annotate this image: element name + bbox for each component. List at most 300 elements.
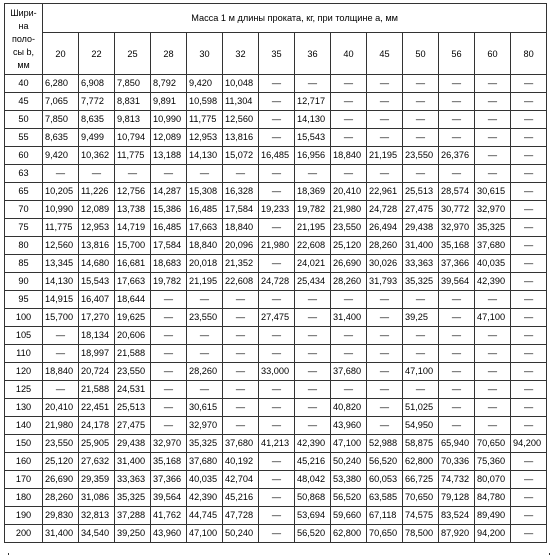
mass-cell: —: [367, 345, 403, 363]
mass-cell: 54,950: [403, 417, 439, 435]
table-row: [5, 471, 547, 489]
mass-cell: 14,915: [43, 291, 79, 309]
mass-cell: 13,738: [115, 201, 151, 219]
mass-cell: —: [439, 327, 475, 345]
mass-cell: —: [223, 363, 259, 381]
mass-cell: 56,520: [331, 489, 367, 507]
mass-cell: 7,772: [79, 93, 115, 111]
mass-cell: 17,663: [115, 273, 151, 291]
mass-cell: 62,800: [331, 525, 367, 543]
mass-cell: 35,325: [115, 489, 151, 507]
mass-cell: 25,513: [115, 399, 151, 417]
table-row: [5, 417, 547, 435]
mass-cell: 28,260: [367, 237, 403, 255]
width-cell: 160: [5, 453, 43, 471]
mass-cell: 35,168: [151, 453, 187, 471]
mass-cell: —: [511, 453, 547, 471]
mass-cell: —: [403, 345, 439, 363]
mass-cell: 19,625: [115, 309, 151, 327]
mass-cell: 25,513: [403, 183, 439, 201]
mass-cell: 37,680: [475, 237, 511, 255]
mass-cell: —: [511, 489, 547, 507]
mass-cell: 9,813: [115, 111, 151, 129]
mass-cell: —: [439, 291, 475, 309]
mass-cell: 22,608: [295, 237, 331, 255]
mass-cell: —: [115, 165, 151, 183]
mass-cell: 20,096: [223, 237, 259, 255]
mass-cell: —: [259, 453, 295, 471]
mass-cell: —: [511, 417, 547, 435]
mass-cell: 21,195: [187, 273, 223, 291]
mass-cell: 12,089: [151, 129, 187, 147]
mass-cell: 51,025: [403, 399, 439, 417]
mass-cell: 10,990: [43, 201, 79, 219]
mass-cell: —: [511, 93, 547, 111]
table-row: [5, 291, 547, 309]
thickness-header-cell: 45: [367, 33, 403, 75]
mass-cell: —: [259, 129, 295, 147]
thickness-header-cell: 80: [511, 33, 547, 75]
mass-cell: 84,780: [475, 489, 511, 507]
thickness-header-cell: 36: [295, 33, 331, 75]
mass-cell: 35,168: [439, 237, 475, 255]
mass-cell: —: [367, 399, 403, 417]
mass-cell: —: [259, 165, 295, 183]
mass-cell: 28,260: [331, 273, 367, 291]
mass-cell: 14,719: [115, 219, 151, 237]
width-cell: 63: [5, 165, 43, 183]
mass-cell: —: [151, 165, 187, 183]
mass-cell: —: [511, 237, 547, 255]
mass-cell: 37,366: [439, 255, 475, 273]
mass-cell: —: [151, 291, 187, 309]
mass-cell: 41,213: [259, 435, 295, 453]
mass-cell: 13,816: [223, 129, 259, 147]
thickness-header-cell: 35: [259, 33, 295, 75]
table-row: [5, 399, 547, 417]
mass-cell: 14,287: [151, 183, 187, 201]
mass-cell: —: [475, 111, 511, 129]
mass-cell: 39,25: [403, 309, 439, 327]
mass-cell: 24,728: [259, 273, 295, 291]
table-row: [5, 165, 547, 183]
mass-cell: —: [511, 165, 547, 183]
mass-cell: —: [367, 363, 403, 381]
mass-cell: 10,048: [223, 75, 259, 93]
mass-cell: —: [331, 381, 367, 399]
mass-cell: —: [367, 327, 403, 345]
mass-cell: 47,100: [403, 363, 439, 381]
mass-cell: —: [475, 399, 511, 417]
mass-cell: 35,325: [403, 273, 439, 291]
mass-cell: 60,053: [367, 471, 403, 489]
width-cell: 190: [5, 507, 43, 525]
mass-cell: 70,336: [439, 453, 475, 471]
mass-cell: 27,632: [79, 453, 115, 471]
mass-cell: —: [259, 507, 295, 525]
mass-cell: 50,868: [295, 489, 331, 507]
table-row: [5, 309, 547, 327]
mass-cell: 70,650: [367, 525, 403, 543]
table-row: [5, 381, 547, 399]
mass-cell: —: [259, 489, 295, 507]
mass-cell: 18,683: [151, 255, 187, 273]
mass-cell: 22,608: [223, 273, 259, 291]
mass-cell: 45,216: [295, 453, 331, 471]
mass-cell: 23,550: [43, 435, 79, 453]
mass-cell: 70,650: [403, 489, 439, 507]
mass-cell: 16,485: [151, 219, 187, 237]
mass-cell: —: [403, 93, 439, 111]
mass-cell: 19,782: [295, 201, 331, 219]
mass-cell: 28,260: [43, 489, 79, 507]
mass-cell: —: [367, 93, 403, 111]
mass-cell: —: [367, 165, 403, 183]
mass-cell: 15,386: [151, 201, 187, 219]
mass-cell: 47,100: [187, 525, 223, 543]
mass-cell: —: [187, 165, 223, 183]
mass-cell: 17,270: [79, 309, 115, 327]
mass-cell: 89,490: [475, 507, 511, 525]
mass-cell: 20,724: [79, 363, 115, 381]
mass-cell: 56,520: [295, 525, 331, 543]
mass-cell: 78,500: [403, 525, 439, 543]
mass-cell: —: [511, 273, 547, 291]
mass-cell: 18,840: [223, 219, 259, 237]
mass-cell: —: [295, 345, 331, 363]
mass-cell: —: [511, 201, 547, 219]
mass-cell: 16,328: [223, 183, 259, 201]
mass-cell: —: [511, 327, 547, 345]
table-row: [5, 201, 547, 219]
mass-cell: 23,550: [115, 363, 151, 381]
mass-table-page: [4, 3, 546, 543]
mass-cell: —: [403, 129, 439, 147]
mass-cell: —: [511, 129, 547, 147]
mass-cell: —: [223, 309, 259, 327]
mass-cell: —: [511, 291, 547, 309]
mass-cell: 8,792: [151, 75, 187, 93]
mass-cell: 9,891: [151, 93, 187, 111]
mass-cell: —: [475, 93, 511, 111]
mass-cell: 33,363: [115, 471, 151, 489]
thickness-header-cell: 56: [439, 33, 475, 75]
table-row: [5, 327, 547, 345]
mass-cell: 14,130: [295, 111, 331, 129]
mass-cell: 18,997: [79, 345, 115, 363]
mass-cell: —: [511, 507, 547, 525]
mass-cell: —: [511, 111, 547, 129]
mass-cell: 24,178: [79, 417, 115, 435]
mass-cell: —: [295, 381, 331, 399]
mass-cell: 45,216: [223, 489, 259, 507]
mass-cell: —: [223, 165, 259, 183]
mass-cell: 59,660: [331, 507, 367, 525]
mass-cell: —: [151, 417, 187, 435]
mass-cell: —: [259, 399, 295, 417]
table-row: [5, 345, 547, 363]
mass-cell: 10,794: [115, 129, 151, 147]
mass-cell: 40,820: [331, 399, 367, 417]
mass-cell: —: [259, 93, 295, 111]
mass-cell: 39,250: [115, 525, 151, 543]
table-body: [5, 75, 547, 543]
mass-cell: 23,550: [331, 219, 367, 237]
mass-cell: —: [511, 255, 547, 273]
mass-cell: —: [223, 291, 259, 309]
mass-cell: 43,960: [331, 417, 367, 435]
width-cell: 120: [5, 363, 43, 381]
mass-cell: 32,970: [151, 435, 187, 453]
table-row: [5, 489, 547, 507]
width-cell: 75: [5, 219, 43, 237]
mass-cell: —: [331, 291, 367, 309]
mass-cell: 13,188: [151, 147, 187, 165]
mass-cell: 31,400: [115, 453, 151, 471]
mass-cell: 33,000: [259, 363, 295, 381]
mass-cell: 75,360: [475, 453, 511, 471]
mass-cell: 18,134: [79, 327, 115, 345]
mass-cell: —: [511, 399, 547, 417]
width-column-header: [5, 4, 43, 75]
mass-cell: —: [187, 291, 223, 309]
mass-cell: 47,728: [223, 507, 259, 525]
mass-cell: —: [367, 291, 403, 309]
mass-cell: —: [259, 471, 295, 489]
mass-cell: 47,100: [331, 435, 367, 453]
mass-cell: 32,970: [475, 201, 511, 219]
mass-cell: 79,128: [439, 489, 475, 507]
mass-cell: 35,325: [475, 219, 511, 237]
mass-cell: 80,070: [475, 471, 511, 489]
mass-cell: 15,700: [43, 309, 79, 327]
mass-cell: —: [511, 471, 547, 489]
mass-cell: 23,550: [187, 309, 223, 327]
mass-cell: —: [403, 75, 439, 93]
mass-cell: 8,831: [115, 93, 151, 111]
mass-cell: 20,606: [115, 327, 151, 345]
mass-cell: 14,130: [187, 147, 223, 165]
mass-cell: —: [223, 327, 259, 345]
mass-cell: 21,980: [43, 417, 79, 435]
mass-cell: 15,543: [295, 129, 331, 147]
mass-cell: 30,026: [367, 255, 403, 273]
mass-cell: —: [475, 165, 511, 183]
width-cell: 60: [5, 147, 43, 165]
mass-cell: 18,369: [295, 183, 331, 201]
mass-cell: —: [367, 75, 403, 93]
mass-cell: 18,840: [43, 363, 79, 381]
mass-cell: 21,588: [115, 345, 151, 363]
width-cell: 200: [5, 525, 43, 543]
mass-cell: 58,875: [403, 435, 439, 453]
mass-cell: 12,560: [223, 111, 259, 129]
mass-cell: —: [439, 75, 475, 93]
mass-cell: —: [367, 381, 403, 399]
mass-cell: 21,588: [79, 381, 115, 399]
mass-cell: 87,920: [439, 525, 475, 543]
mass-cell: 10,362: [79, 147, 115, 165]
mass-cell: 25,120: [331, 237, 367, 255]
mass-cell: —: [259, 327, 295, 345]
mass-cell: —: [331, 345, 367, 363]
mass-cell: 18,840: [187, 237, 223, 255]
mass-cell: —: [259, 345, 295, 363]
mass-cell: —: [439, 363, 475, 381]
width-header-line: сы b, мм: [13, 46, 34, 70]
mass-cell: 29,438: [403, 219, 439, 237]
mass-cell: —: [259, 255, 295, 273]
mass-cell: —: [475, 327, 511, 345]
mass-cell: 17,663: [187, 219, 223, 237]
mass-cell: —: [187, 345, 223, 363]
table-row: [5, 111, 547, 129]
thickness-header-cell: 60: [475, 33, 511, 75]
mass-cell: 83,524: [439, 507, 475, 525]
table-row: [5, 75, 547, 93]
mass-cell: 56,520: [367, 453, 403, 471]
mass-cell: —: [475, 381, 511, 399]
table-row: [5, 129, 547, 147]
mass-cell: 74,575: [403, 507, 439, 525]
mass-cell: 21,195: [367, 147, 403, 165]
mass-cell: 37,680: [331, 363, 367, 381]
mass-cell: —: [331, 165, 367, 183]
mass-cell: —: [151, 309, 187, 327]
mass-cell: —: [403, 381, 439, 399]
mass-cell: 12,953: [187, 129, 223, 147]
width-header-line: поло-: [11, 33, 36, 44]
mass-cell: 66,725: [403, 471, 439, 489]
mass-cell: —: [511, 75, 547, 93]
thickness-header-cell: 30: [187, 33, 223, 75]
mass-cell: —: [295, 363, 331, 381]
width-cell: 70: [5, 201, 43, 219]
mass-cell: 25,120: [43, 453, 79, 471]
mass-cell: 15,072: [223, 147, 259, 165]
mass-cell: —: [511, 381, 547, 399]
mass-cell: 22,451: [79, 399, 115, 417]
thickness-header-cell: 32: [223, 33, 259, 75]
width-cell: 95: [5, 291, 43, 309]
mass-cell: 37,680: [187, 453, 223, 471]
width-cell: 140: [5, 417, 43, 435]
mass-cell: 50,240: [331, 453, 367, 471]
mass-cell: 21,195: [295, 219, 331, 237]
mass-cell: 53,380: [331, 471, 367, 489]
mass-cell: 16,681: [115, 255, 151, 273]
mass-cell: 42,390: [295, 435, 331, 453]
width-cell: 45: [5, 93, 43, 111]
mass-cell: —: [151, 327, 187, 345]
thickness-header-row: [5, 33, 547, 75]
mass-cell: 74,732: [439, 471, 475, 489]
mass-cell: 26,690: [331, 255, 367, 273]
mass-cell: 10,205: [43, 183, 79, 201]
mass-cell: 16,407: [79, 291, 115, 309]
mass-cell: —: [187, 327, 223, 345]
mass-cell: —: [439, 93, 475, 111]
mass-cell: 15,700: [115, 237, 151, 255]
mass-cell: —: [439, 129, 475, 147]
mass-cell: 37,366: [151, 471, 187, 489]
mass-cell: 40,035: [475, 255, 511, 273]
mass-cell: 15,308: [187, 183, 223, 201]
mass-cell: 21,980: [259, 237, 295, 255]
mass-cell: —: [259, 381, 295, 399]
mass-cell: —: [187, 381, 223, 399]
table-row: [5, 255, 547, 273]
width-cell: 90: [5, 273, 43, 291]
mass-cell: 35,325: [187, 435, 223, 453]
mass-cell: —: [259, 417, 295, 435]
mass-cell: 12,089: [79, 201, 115, 219]
mass-cell: —: [439, 345, 475, 363]
mass-cell: —: [295, 327, 331, 345]
mass-cell: —: [475, 363, 511, 381]
mass-cell: —: [367, 111, 403, 129]
mass-cell: —: [511, 147, 547, 165]
mass-cell: —: [223, 417, 259, 435]
mass-cell: —: [511, 219, 547, 237]
mass-cell: —: [331, 129, 367, 147]
mass-cell: 13,345: [43, 255, 79, 273]
mass-cell: 62,800: [403, 453, 439, 471]
mass-cell: —: [403, 327, 439, 345]
thickness-header-cell: 28: [151, 33, 187, 75]
mass-cell: 21,352: [223, 255, 259, 273]
mass-cell: —: [43, 327, 79, 345]
mass-cell: 42,390: [475, 273, 511, 291]
mass-cell: 10,990: [151, 111, 187, 129]
table-row: [5, 219, 547, 237]
mass-cell: 18,840: [331, 147, 367, 165]
mass-cell: 8,635: [79, 111, 115, 129]
mass-cell: 30,772: [439, 201, 475, 219]
mass-table: [4, 3, 547, 543]
mass-cell: 24,728: [367, 201, 403, 219]
table-row: [5, 507, 547, 525]
mass-cell: —: [43, 381, 79, 399]
mass-cell: 42,704: [223, 471, 259, 489]
mass-cell: 11,775: [43, 219, 79, 237]
mass-cell: —: [331, 75, 367, 93]
mass-cell: 6,280: [43, 75, 79, 93]
mass-cell: —: [475, 129, 511, 147]
mass-cell: 27,475: [403, 201, 439, 219]
mass-cell: —: [439, 165, 475, 183]
mass-cell: —: [79, 165, 115, 183]
width-cell: 85: [5, 255, 43, 273]
mass-cell: —: [475, 75, 511, 93]
mass-cell: 32,970: [439, 219, 475, 237]
mass-cell: 30,615: [475, 183, 511, 201]
table-row: [5, 237, 547, 255]
mass-cell: —: [259, 219, 295, 237]
mass-cell: 30,615: [187, 399, 223, 417]
mass-cell: —: [511, 345, 547, 363]
mass-cell: 40,035: [187, 471, 223, 489]
mass-cell: —: [331, 93, 367, 111]
width-cell: 100: [5, 309, 43, 327]
mass-cell: 27,475: [259, 309, 295, 327]
mass-cell: 37,288: [115, 507, 151, 525]
mass-cell: 31,400: [403, 237, 439, 255]
mass-cell: —: [259, 525, 295, 543]
mass-cell: 42,390: [187, 489, 223, 507]
mass-cell: 40,192: [223, 453, 259, 471]
mass-cell: —: [331, 327, 367, 345]
